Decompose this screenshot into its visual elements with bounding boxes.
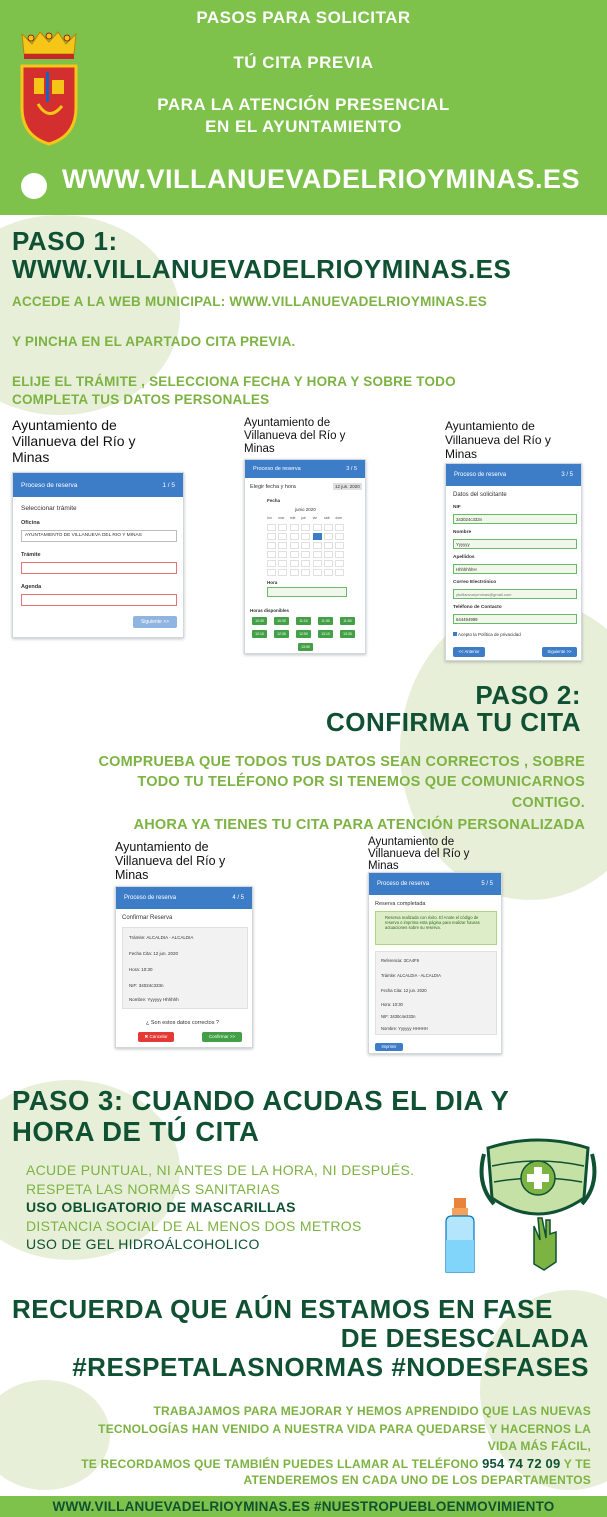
paso3-title-1: PASO 3: CUANDO ACUDAS EL DIA Y [12, 1085, 510, 1116]
paso3-item: DISTANCIA SOCIAL DE AL MENOS DOS METROS [26, 1217, 362, 1234]
mock3-caption: Ayuntamiento de Villanueva del Río y Minas [445, 419, 551, 461]
closing-line-5: ATENDEREMOS EN CADA UNO DE LOS DEPARTAMENTOS [243, 1473, 591, 1487]
paso1-text-3: ELIJE EL TRÁMITE , SELECCIONA FECHA Y HORA Y SOBRE TODO [12, 374, 456, 389]
mock2-weekdays [267, 516, 347, 524]
mock2-calendar-cell [324, 542, 333, 549]
mock5-ref: Referencia: 3CA4F9 [381, 958, 419, 963]
mock1-label-tramite: Trámite [21, 552, 41, 558]
mock2-calendar-cell [324, 524, 333, 531]
mock5-print-button: Imprimir [375, 1043, 403, 1051]
paso2-title-1: PASO 2: [475, 680, 581, 710]
mock2-weekday: mié [289, 516, 296, 520]
mock2-slot: 11:10 [296, 617, 311, 625]
mock2-slot: 12:50 [296, 630, 311, 638]
mock2-calendar-cell [278, 524, 287, 531]
hand-gel-bottle-icon [440, 1196, 480, 1276]
mock2-weekday: sáb [324, 516, 330, 520]
mock3-bar-title: Proceso de reserva [454, 472, 507, 478]
mock3-apellidos-value: HhhhhhhH [456, 567, 477, 572]
closing-line-4b: Y TE [560, 1457, 591, 1471]
paso3-item: ACUDE PUNTUAL, NI ANTES DE LA HORA, NI DESPUÉS. [26, 1162, 415, 1178]
header-line-1: PASOS PARA SOLICITAR [196, 8, 411, 27]
mock4-cancel-button: ✖ Cancelar [138, 1032, 174, 1042]
mock4-question: ¿ Son estos datos correctos ? [146, 1020, 220, 1026]
mock3-label-nif: NIF [453, 505, 461, 510]
mock2-calendar-cell [335, 551, 344, 558]
mock2-calendar-cell [324, 533, 333, 540]
mock2-calendar-cell [278, 542, 287, 549]
closing-line-2: TECNOLOGÍAS HAN VENIDO A NUESTRA VIDA PARA QUEDARSE Y HACERNOS LA [98, 1422, 591, 1436]
mock2-calendar-cell [313, 524, 322, 531]
mock4-caption: Ayuntamiento de Villanueva del Río y Minas [115, 840, 226, 882]
mock1-bar-title: Proceso de reserva [21, 481, 78, 489]
paso2-text-2: TODO TU TELÉFONO POR SI TENEMOS QUE COMUNICARNOS [137, 774, 585, 790]
mock3-nif-value: 343024c333n [456, 517, 483, 522]
mock3-nombre-value: Yyyyyy [456, 542, 470, 547]
mock4-tramite: Trámite: ALCALDIA - ALCALDIA [129, 935, 194, 940]
mock4-nombre: Nombre: Yyyyyy Hhhhhh [129, 997, 179, 1002]
mock2-calendar-cell [335, 533, 344, 540]
mock4-heading: Confirmar Reserva [122, 915, 173, 921]
mock5-fecha: Fecha Cita: 12 jun. 2020 [381, 988, 427, 993]
mock2-slot: 13:50 [298, 643, 313, 651]
mock2-calendar-cell [278, 551, 287, 558]
header-banner [0, 0, 607, 215]
header-line-4: EN EL AYUNTAMIENTO [205, 117, 402, 136]
mock4-hora: Hora: 10:30 [129, 967, 153, 972]
mock3-apellidos-field [453, 564, 577, 574]
paso3-item: USO OBLIGATORIO DE MASCARILLAS [26, 1199, 296, 1215]
mock3-nombre-field [453, 539, 577, 549]
mock2-calendar-cell [313, 542, 322, 549]
mock2-slot: 13:10 [318, 630, 333, 638]
mock3-step: 3 / 5 [561, 472, 573, 478]
mock2-caption: Ayuntamiento de Villanueva del Río y Minas [244, 417, 346, 455]
mock2-label-hora: Hora [267, 580, 278, 585]
mock3-label-nombre: Nombre [453, 530, 472, 535]
mock2-slot: 11:50 [340, 617, 355, 625]
bullet-dot-icon [21, 173, 47, 199]
mock1-bar [13, 473, 183, 497]
mock4-bar [116, 887, 252, 909]
mock4-bar-title: Proceso de reserva [124, 895, 177, 901]
paso2-text-4: AHORA YA TIENES TU CITA PARA ATENCIÓN PERSONALIZADA [133, 817, 585, 833]
mock2-calendar-cell [267, 533, 276, 540]
paso2-text-3: CONTIGO. [511, 795, 585, 811]
bg-blob-5 [0, 1380, 110, 1490]
mock2-calendar-cell [313, 533, 322, 540]
mock2-date-badge: 12 jun. 2020 [335, 484, 360, 489]
mock2-calendar-cell [267, 524, 276, 531]
mock2-step: 3 / 5 [346, 466, 357, 472]
recuerda-line-3: #RESPETALASNORMAS #NODESFASES [72, 1352, 589, 1382]
mock1-tramite-field [21, 562, 177, 574]
mock2-calendar-cell [267, 569, 276, 576]
mock2-calendar-cell [324, 569, 333, 576]
mock2-calendar-cell [267, 560, 276, 567]
mock2-slots [250, 617, 365, 654]
header-website[interactable]: WWW.VILLANUEVADELRIOYMINAS.ES [62, 164, 580, 194]
mock2-calendar-cell [290, 551, 299, 558]
mock5-hora: Hora: 10:30 [381, 1002, 403, 1007]
paso1-text-4: COMPLETA TUS DATOS PERSONALES [12, 392, 270, 407]
mock2-weekday: dom [335, 516, 343, 520]
paso1-title: PASO 1: [12, 226, 118, 256]
closing-line-4a: TE RECORDAMOS QUE TAMBIÉN PUEDES LLAMAR AL TELÉFONO [81, 1457, 483, 1471]
mock2-slot: 11:30 [318, 617, 333, 625]
mock2-weekday: lun [267, 516, 272, 520]
footer-banner [0, 1496, 607, 1517]
paso1-text-2: Y PINCHA EN EL APARTADO CITA PREVIA. [12, 334, 296, 349]
mock2-screenshot [244, 459, 366, 654]
mock2-slot: 12:30 [274, 630, 289, 638]
mock2-calendar [267, 524, 347, 584]
mock3-privacy-checkbox [453, 632, 457, 636]
paso1-url: WWW.VILLANUEVADELRIOYMINAS.ES [12, 254, 512, 284]
mock5-step: 5 / 5 [481, 881, 493, 887]
mock2-slot: 13:30 [340, 630, 355, 638]
mock3-tel-field [453, 614, 577, 624]
mock3-label-apellidos: Apellidos [453, 555, 475, 560]
mock3-back-button: << Anterior [453, 647, 485, 657]
mock5-caption: Ayuntamiento de Villanueva del Río y Minas [368, 836, 470, 872]
mock2-calendar-cell [290, 533, 299, 540]
paso3-item: RESPETA LAS NORMAS SANITARIAS [26, 1180, 281, 1197]
mock2-calendar-cell [267, 551, 276, 558]
mock5-tramite: Trámite: ALCALDIA - ALCALDIA [381, 973, 441, 978]
mock2-label-horas: Horas disponibles [250, 608, 290, 613]
recuerda-line-1: RECUERDA QUE AÚN ESTAMOS EN FASE [12, 1294, 553, 1324]
mock2-calendar-cell [278, 560, 287, 567]
mock2-bar [245, 460, 365, 478]
mock1-screenshot [12, 472, 184, 638]
mock4-screenshot [115, 886, 253, 1048]
mock2-slot: 10:30 [252, 617, 267, 625]
mock5-screenshot [368, 872, 502, 1054]
closing-line-4 [81, 1455, 591, 1473]
footer-text[interactable]: WWW.VILLANUEVADELRIOYMINAS.ES #NUESTROPUEBLOENMOVIMIENTO [52, 1499, 555, 1514]
mock2-calendar-cell [324, 551, 333, 558]
mock1-next-button: Siguiente >> [133, 616, 177, 628]
mock2-calendar-cell [324, 560, 333, 567]
mock4-summary-box [122, 927, 248, 1009]
paso1-text-1: ACCEDE A LA WEB MUNICIPAL: WWW.VILLANUEVADELRIOYMINAS.ES [12, 294, 487, 309]
mock3-label-email: Correo Electrónico [453, 580, 497, 585]
mock2-weekday: vie [312, 516, 318, 520]
closing-line-1: TRABAJAMOS PARA MEJORAR Y HEMOS APRENDIDO QUE LAS NUEVAS [153, 1404, 591, 1418]
mock5-summary-box [375, 951, 497, 1035]
mock2-calendar-cell [301, 569, 310, 576]
mock5-notice-text: Reserva realizada con éxito. El Anote el código de reserva o imprima esta página para realizar futuras actuaciones sobre su reserva. [385, 915, 480, 930]
mock5-notice [375, 911, 497, 945]
mock2-calendar-cell [335, 542, 344, 549]
mock2-calendar-cell [301, 551, 310, 558]
closing-line-3: VIDA MÁS FÁCIL, [487, 1439, 591, 1453]
mock3-bar [446, 464, 581, 486]
mock2-slot: 10:30 [274, 617, 289, 625]
paso2-title-2: CONFIRMA TU CITA [326, 707, 581, 737]
mock2-calendar-cell [290, 542, 299, 549]
mock3-label-tel: Teléfono de Contacto [453, 605, 502, 610]
mock2-calendar-cell [290, 560, 299, 567]
recuerda-line-2: DE DESESCALADA [340, 1323, 589, 1353]
mock2-calendar-cell [301, 560, 310, 567]
mock2-heading: Elegir fecha y hora [250, 484, 296, 490]
mock5-bar-title: Proceso de reserva [377, 881, 430, 887]
mock2-month: junio 2020 [295, 507, 316, 512]
mock1-oficina-field [21, 530, 177, 542]
mock3-email-field [453, 589, 577, 599]
mock2-calendar-cell [313, 560, 322, 567]
mock1-oficina-value: AYUNTAMIENTO DE VILLANUEVA DEL RIO Y MINAS [25, 533, 142, 538]
mock3-nif-field [453, 514, 577, 524]
mock3-next-button: Siguiente >> [542, 647, 577, 657]
mock2-calendar-cell [313, 569, 322, 576]
mock2-calendar-cell [278, 533, 287, 540]
mock2-calendar-cell [335, 560, 344, 567]
mock2-calendar-cell [301, 542, 310, 549]
mock2-calendar-cell [335, 569, 344, 576]
mock1-label-agenda: Agenda [21, 584, 42, 590]
mock2-weekday: mar [278, 516, 285, 520]
mock1-caption: Ayuntamiento de Villanueva del Río y Minas [12, 417, 136, 465]
paso2-text-1: COMPRUEBA QUE TODOS TUS DATOS SEAN CORRECTOS , SOBRE [98, 754, 585, 770]
mock4-step: 4 / 5 [232, 895, 244, 901]
mock2-calendar-cell [301, 524, 310, 531]
mock4-nif: NIF: 34024c333n [129, 983, 164, 988]
mock3-email-value: ytutilanvueyrminas@gmail.com [456, 592, 512, 597]
paso3-title-2: HORA DE TÚ CITA [12, 1116, 260, 1147]
mock2-calendar-cell [301, 533, 310, 540]
mock5-heading: Reserva completada [375, 901, 426, 907]
mock2-label-fecha: Fecha [267, 498, 281, 503]
header-line-3: PARA LA ATENCIÓN PRESENCIAL [157, 95, 450, 114]
paso3-item: USO DE GEL HIDROÁLCOHOLICO [26, 1236, 260, 1252]
mock2-calendar-cell [267, 542, 276, 549]
mock2-calendar-cell [313, 551, 322, 558]
closing-phone[interactable]: 954 74 72 09 [482, 1456, 561, 1471]
mock2-calendar-cell [290, 569, 299, 576]
mock3-heading: Datos del solicitante [453, 492, 507, 498]
mock1-agenda-field [21, 594, 177, 606]
mock1-label-oficina: Oficina [21, 520, 40, 526]
mock2-bar-title: Proceso de reserva [253, 466, 301, 472]
mock4-confirm-button: Confirmar >> [202, 1032, 242, 1042]
mock3-tel-value: 644494999 [456, 617, 478, 622]
mock1-step: 1 / 5 [162, 481, 175, 489]
mock2-calendar-cell [335, 524, 344, 531]
header-line-2: TÚ CITA PREVIA [233, 53, 374, 72]
mock5-nif: NIF: 3430c4e333n [381, 1014, 416, 1019]
mock2-weekday: jue [301, 516, 306, 520]
mock5-bar [369, 873, 501, 895]
mock2-slot: 12:10 [252, 630, 267, 638]
paso3-list [26, 1161, 446, 1254]
mock2-calendar-cell [290, 524, 299, 531]
mock3-privacy: Acepto la Política de privacidad [458, 632, 521, 637]
mock1-heading: Seleccionar trámite [21, 505, 77, 512]
mock3-screenshot [445, 463, 582, 661]
mock2-calendar-cell [278, 569, 287, 576]
mock4-fecha: Fecha Cita: 12 jun. 2020 [129, 951, 179, 956]
face-mask-icon [474, 1134, 602, 1274]
mock2-hora-field [267, 587, 347, 597]
mock5-nombre: Nombre: Yyyyyy HHHHH [381, 1026, 428, 1031]
